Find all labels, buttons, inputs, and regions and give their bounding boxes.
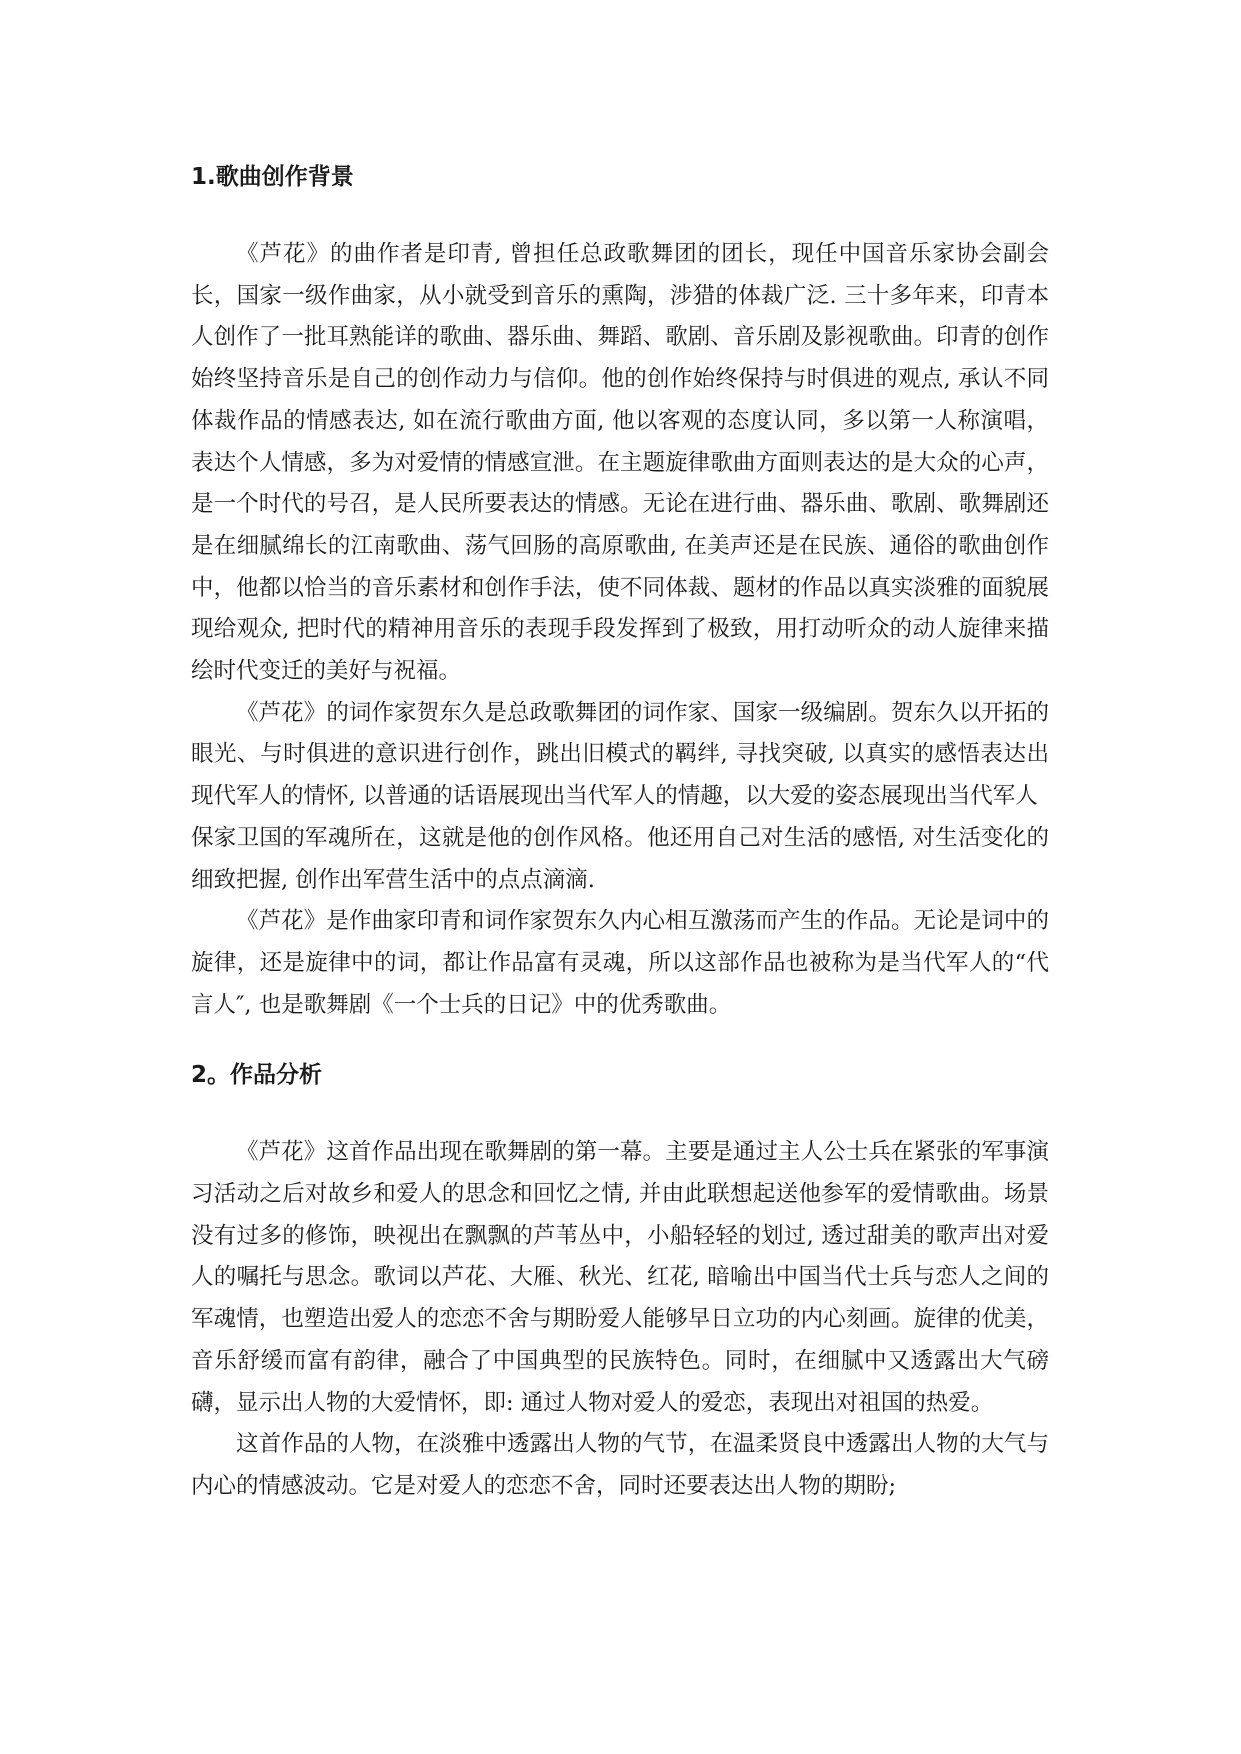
section-heading-creation-background: 1.歌曲创作背景 [191, 164, 354, 190]
section-heading-work-analysis: 2。作品分析 [191, 1062, 323, 1089]
paragraph-composer-yinqing: 《芦花》的曲作者是印青, 曾担任总政歌舞团的团长，现任中国音乐家协会副会长，国家一级作曲家，从小就受到音乐的熏陶，涉猎的体裁广泛. 三十多年来，印青本人创作了一批耳熟能详的歌曲、器乐曲、舞蹈、歌剧、音乐剧及影视歌曲。印青的创作始终坚持音乐是自己的创作动力与信仰。他的创作始终保持与时俱进的观点, 承认不同体裁作品的情感表达, 如在流行歌曲方面, 他以客观的态度认同，多以第一人称演唱，表达个人情感，多为对爱情的情感宣泄。在主题旋律歌曲方面则表达的是大众的心声，是一个时代的号召，是人民所要表达的情感。无论在进行曲、器乐曲、歌剧、歌舞剧还是在细腻绵长的江南歌曲、荡气回肠的高原歌曲, 在美声还是在民族、通俗的歌曲创作中，他都以恰当的音乐素材和创作手法，使不同体裁、题材的作品以真实淡雅的面貌展现给观众, 把时代的精神用音乐的表现手段发挥到了极致，用打动听众的动人旋律来描绘时代变迁的美好与祝福。 [191, 241, 1049, 685]
paragraph-lyricist-hedongjiu: 《芦花》的词作家贺东久是总政歌舞团的词作家、国家一级编剧。贺东久以开拓的眼光、与时俱进的意识进行创作，跳出旧模式的羁绊, 寻找突破, 以真实的感悟表达出现代军人的情怀, 以普通的话语展现出当代军人的情趣，以大爱的姿态展现出当代军人 [191, 699, 1049, 810]
paragraph-analysis-character: 这首作品的人物，在淡雅中透露出人物的气节，在温柔贤良中透露出人物的大气与内心的情感波动。它是对爱人的恋恋不舍，同时还要表达出人物的期盼; [191, 1431, 1049, 1499]
paragraph-analysis-scene: 《芦花》这首作品出现在歌舞剧的第一幕。主要是通过主人公士兵在紧张的军事演习活动之后对故乡和爱人的思念和回忆之情, 并由此联想起送他参军的爱情歌曲。场景没有过多的修饰，映视出在飘飘的芦苇丛中，小船轻轻的划过, 透过甜美的歌声出对爱人的嘱托与思念。歌词以芦花、大雁、秋光、红花, 暗喻出中国当代士兵与恋人之间的军魂情，也塑造出爱人的恋恋不舍与期盼爱人能够早日立功的内心刻画。旋律的优美，音乐舒缓而富有韵律，融合了中国典型的民族特色。同时，在细腻中又透露出大气磅礴，显示出人物的大爱情怀，即: 通过人物对爱人的爱恋，表现出对祖国的热爱。 [191, 1139, 1049, 1416]
paragraph-work-summary: 《芦花》是作曲家印青和词作家贺东久内心相互激荡而产生的作品。无论是词中的旋律，还是旋律中的词，都让作品富有灵魂，所以这部作品也被称为是当代军人的“代言人″, 也是歌舞剧《一个士兵的日记》中的优秀歌曲。 [191, 908, 1049, 1018]
document-body [191, 160, 1049, 1508]
paragraph-lyricist-style: 保家卫国的军魂所在，这就是他的创作风格。他还用自己对生活的感悟, 对生活变化的细致把握, 创作出军营生活中的点点滴滴. [191, 824, 1049, 893]
